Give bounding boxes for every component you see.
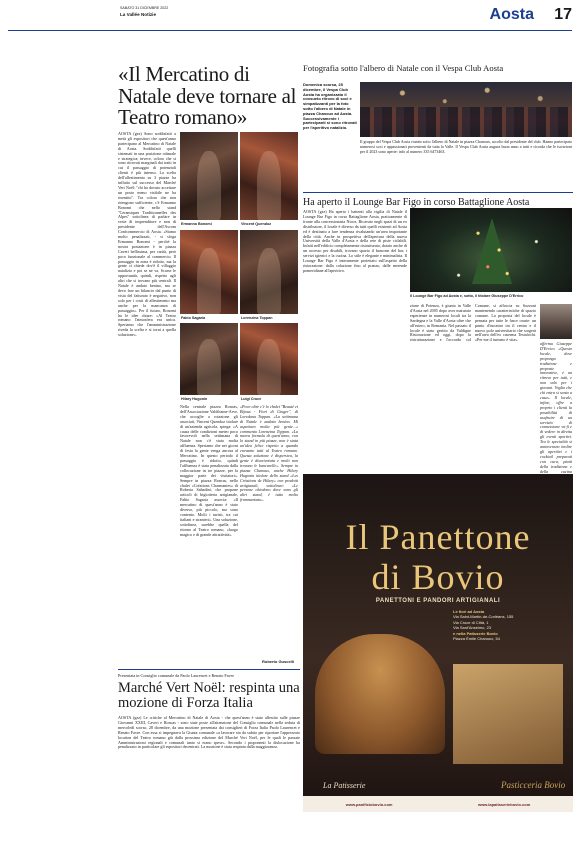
ad-subtitle: PANETTONI E PANDORI ARTIGIANALI: [375, 598, 501, 604]
ad-addresses: [453, 609, 568, 641]
masthead-paper-name: La Vallée Notizie: [120, 12, 156, 17]
ad-logo-bovio: Pasticceria Bovio: [501, 780, 566, 790]
lounge-headline: Ha aperto il Lounge Bar Figo in corso Battaglione Aosta: [303, 197, 530, 208]
main-headline: «Il Mercatino di Natale deve tornare al Teatro romano»: [118, 62, 297, 130]
main-article-col3: «Poco oltre c'è lo chalet "Beauté et Bijoux - Fiori di Ginger", di Loredana Toppan. «La settimana di Natale è andata benino. Mi aspettavo molta più gente...» commenta Lorenzina Toppan. «La nuova formula di quest'anno, con lo stand in più piazze, non è stata un'idea felice rispetto a quando eravamo tutti al Teatro romano. Questa soluzione è dispersiva, la gente è disorientata e molti non trovano le bancarelle». Sempre in piazza Chanoux, anche Hilary Hugonin titolare dello stand «Les Créations de Hilary» con prodotti artigianali, sottolinea: «Le persone chiedono dove sono gli altri stand, è tutto molto frammentato».: [240, 404, 298, 503]
ad-title-line1: Il Panettone: [345, 517, 531, 557]
masthead-rule: [8, 30, 572, 31]
ad-url-2[interactable]: www.lapatisseriebovio.com: [477, 801, 531, 807]
caption-vincent-quendoz: Vincent Quendoz: [241, 222, 272, 226]
caption-luigi-croce: Luigi Croce: [241, 397, 262, 401]
lounge-bar-photo: [410, 208, 572, 292]
panettone-image: [315, 634, 445, 754]
photo-vincent-quendoz: [240, 132, 298, 220]
masthead: [8, 6, 572, 24]
vespa-rule: [303, 192, 573, 193]
ad-footer: [303, 796, 573, 812]
ad-url-1[interactable]: www.panificiobovio.com: [345, 801, 393, 807]
ad-label-patisserie: e nella Patisserie Bovio: [453, 630, 498, 636]
ad-address-3: Via Sant'Anselmo, 23: [453, 625, 492, 631]
masthead-date: SABATO 31 DICEMBRE 2022: [120, 6, 169, 10]
ad-address-2: Via Croce di Città, 1: [453, 619, 489, 625]
photo-lorenzina-toppan: [240, 230, 298, 314]
photo-ermanno-bonomi: [180, 132, 238, 220]
section-title: Aosta: [489, 6, 534, 23]
giuseppe-derrico-photo: [540, 304, 572, 339]
lounge-photo-caption: Il Lounge Bar Figo ad Aosta e, sotto, il titolare Giuseppe D'Errico: [410, 294, 524, 298]
caption-lorenzina-toppan: Lorenzina Toppan: [241, 316, 273, 320]
politics-rule: [118, 669, 300, 670]
vespa-body: Domenica scorsa, 25 dicembre, il Vespa Club Aosta ha organizzato il consueto ritrovo di soci e simpatizzanti per la foto sotto l'albero di Natale in piazza Chanoux ad Aosta. Successivamente i partecipanti si sono ritrovati per l'aperitivo natalizio.: [303, 82, 357, 131]
photo-hilary-hugonin: [180, 323, 238, 395]
article-author: Roberto Guscelli: [262, 659, 295, 664]
vespa-caption: Il gruppo del Vespa Club Aosta riunito sotto l'albero di Natale in piazza Chanoux, accolto dal presidente del club. Hanno partecipato numerosi soci e appassionati provenienti da tutta la Valle. Il Vespa Club Aosta augura buon anno a tutti e ricorda che le iscrizioni per il 2023 sono aperte: info al numero 335 6473463.: [360, 139, 572, 154]
politics-body: AOSTA (gzz) Le critiche al Mercatino di Natale di Aosta - che quest'anno è stato allestito sulle piazze Giovanni XXIII, Caveri e Roncas - sono state poste all'attenzione del Consiglio comunale nella seduta di mercoledì scorso, 28 dicembre, da una mozione presentata dai consiglieri di Forza Italia Paolo Laurencet e Renato Favre. Con essa si impegnava la Giunta comunale «a lavorare sin da subito per riportare l'apprezzato location del Teatro romano già dalla prossima edizione del Marché Vert Noël, per le quali le passate Amministrazioni regionali e comunali tanto si erano spese». Secondo i proponenti la dislocazione ha penalizzato in particolare gli espositori decentrati. La mozione è stata respinta dalla maggioranza.: [118, 715, 300, 750]
lounge-col3: afferma Giuseppe D'Errico. «Questo locale, dove propongo tradizione e proposte innovative, è un ritrovo per tutti, e non solo per i giovani. Voglio che chi entra si senta a casa». Il locale, infine, offre a proprio i clienti la possibilità di usufruire di un servizio di connessione wi-fi e di vedere in diretta gli eventi sportivi. Tra le specialità si annoverano inoltre gli aperitivi e i cocktail preparati con cura, piatti della tradizione e della cucina: [540, 341, 572, 474]
lounge-col1: AOSTA (gzz) Ha aperto i battenti alla vigilia di Natale il Lounge Bar Figo in corso Battaglione Aosta, praticamente di fronte alla concessionaria Nicoz. Bicavato negli spazi di un ex distributore, il locale è diverso da tutti quelli esistenti ad Aosta ed è destinato a fare tendenza rivalutando un'area importante della città. Anche in prospettiva dell'apertura della nuova Università della Valle d'Aosta e della rete di piste ciclabili. Infatti nell'edificio completamente ristrutturato, dotato anche di un accesso per disabili, trovano spazio il bancone del bar, i servizi igienici e la cucina. Lo stile è elegante e minimalista. Il Lounge Bar Figo è interamente proiettato sull'aspetto della ristorazione: dalla colazione fino al pranzo, dalle merende pomeridiane all'aperitivo.: [303, 209, 407, 273]
main-article-col2: Nella centrale piazza Roncas, dell'Associazione Valdôtaine-Arve, che accoglie a rotazione gli associati, Vincent Quendoz titolare di un'azienda agricola, spiega: «A causa delle condizioni meteo poco favorevoli nella settimana di Natale non c'è stata molta affluenza. Speriamo che nei giorni di festa la gente venga ancora al Mercatino. In questo periodo il passaggio è ridotto, quindi l'affluenza è stata penalizzata dalla collocazione in tre piazze, per la maggior parte dei visitatori». Sempre in piazza Roncas, nello chalet «Créations Charmantes» di Roberta Sabadini, che propone articoli di bigiotteria artigianale, Fabio Sagaria associa: «Il mercatino di quest'anno è stato diverso, più piccolo, ma sono contento. Molti i turisti, tra cui italiani e stranieri». Una soluzione, sottolinea, sarebbe quella del ritorno al Teatro romano, «luogo magico e di grande attrattività».: [180, 404, 238, 537]
vespa-headline: Fotografia sotto l'albero di Natale con il Vespa Club Aosta: [303, 63, 504, 73]
main-article-col1: AOSTA (gzz) Sono soddisfatti a metà gli espositori che quest'anno partecipano al Mercatino di Natale di Aosta. Soddisfatti quelli sistemati in una posizione ottimale e strategica; invece, coloro che si sono ritrovati marginali dai tratti in cui il passaggio di potenziali clienti è più intenso. La scelta dell'allestimento su 3 piazze ha influito sul successo del Marché Vert Noël: "chi ha dovuto accettare un posto meno visibile ne ha risentito". Tra coloro che non ritengono sufficiente, c'è Ermanno Bonomi che nello stand "Ceramiques Traditionnelles des Alpes" sottolinea di parlare in veste di imprenditore e non di presidente dell'Ascom Confcommercio di Aosta. «Siamo molto penalizzati, - si sfoga Ermanno Bonomi - perché la nostra postazione è in piazza Caveri bellissima, per carità, però poco funzionale al commercio. Il passaggio in zona è ridotto, ma la gente ci chiede dov'è il villaggio natalizio e poi se ne va. Scarse le opportunità, quindi, rispetto agli altri che si trovano più centrali. Il Natale è andato benino, ma se devo fare un bilancio dal punto di vista del fatturato è negativo, non solo per i costi di allestimento ma anche per la mancanza di passaggio». Per il futuro, Bonomi ha le idee chiare: «Al Teatro romano l'atmosfera era unica. Speriamo che l'amministrazione riveda la scelta e si torni a quella soluzione».: [118, 131, 176, 338]
ad-address-4: Piazza Émile Chanoux, 54: [453, 635, 500, 641]
page-number: 17: [554, 6, 572, 23]
ad-label-shops: Le fiori ad Aosta: [453, 609, 485, 614]
caption-fabio-sagaria: Fabio Sagaria: [181, 316, 206, 320]
politics-kicker: Presentata in Consiglio comunale da Paolo Laurencet e Renato Favre: [118, 673, 234, 678]
caption-hilary-hugonin: Hilary Hugonin: [181, 397, 208, 401]
gift-box-image: [453, 664, 563, 764]
ad-address-1: Via Saint-Martin-de-Corléans, 155: [453, 614, 514, 620]
photo-luigi-croce: [240, 323, 298, 395]
ad-title-line2: di Bovio: [371, 557, 505, 597]
ad-logo-patisserie: La Patisserie: [323, 781, 366, 790]
vespa-group-photo: [360, 82, 572, 137]
lounge-col2: zione di Potenza, è giunto in Valle d'Aosta nel 2005 dopo aver maturato esperienze in numerosi locali tra la Sardegna e la Valle d'Aosta oltre che all'estero, in Romania. Nel passato il locale è stato gestito da Valdigne Ristorazione ed oggi, dopo la ristrutturazione e l'accordo col Comune, si affaccia su Sozzoni mantenendo caratteristiche di spazio comune. La proposta del locale è pensata per tutte le fasce orarie: un punto d'incontro tra il centro e il nuovo polo universitario che sorgerà nell'area dell'ex caserma Testafochi. «Per me il turismo è vita».: [410, 303, 536, 343]
photo-fabio-sagaria: [180, 230, 238, 314]
politics-headline: Marché Vert Noël: respinta una mozione di Forza Italia: [118, 680, 300, 712]
panettone-advertisement: [303, 474, 573, 812]
caption-ermanno-bonomi: Ermanno Bonomi: [181, 222, 212, 226]
